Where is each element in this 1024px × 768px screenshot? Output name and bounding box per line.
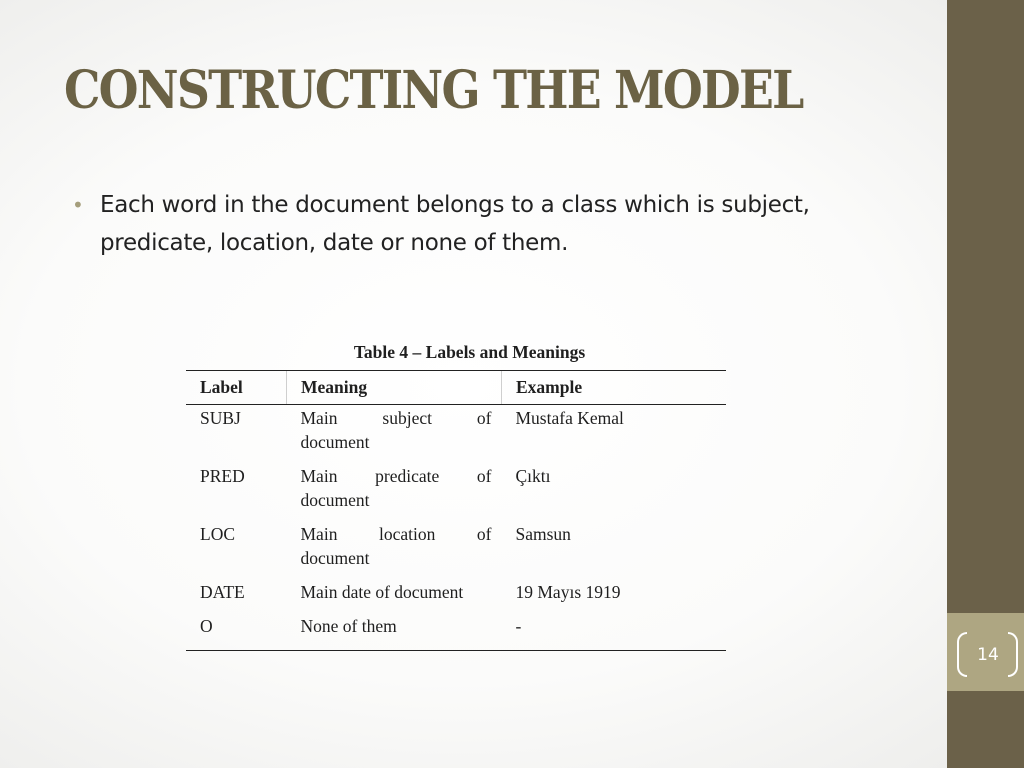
bullet-list — [72, 186, 902, 262]
table-figure — [186, 336, 726, 651]
table-caption: Table 4 – Labels and Meanings — [353, 342, 586, 362]
header-label: Label — [186, 371, 287, 405]
cell-label: PRED — [200, 466, 245, 486]
cell-meaning — [287, 579, 502, 613]
header-meaning: Meaning — [287, 371, 502, 405]
cell-meaning — [287, 405, 502, 464]
cell-label: LOC — [200, 524, 235, 544]
table-row — [186, 579, 726, 613]
table-header-row — [186, 371, 726, 405]
cell-example: Samsun — [515, 524, 571, 544]
slide-title: CONSTRUCTING THE MODEL — [64, 60, 803, 121]
cell-example: Mustafa Kemal — [515, 408, 624, 428]
table-row — [186, 463, 726, 521]
header-example: Example — [502, 371, 727, 405]
cell-meaning-line2: document — [300, 548, 370, 568]
cell-meaning-line1: Main subject of — [300, 408, 492, 428]
cell-example: - — [502, 613, 727, 651]
cell-meaning-line2: document — [300, 490, 370, 510]
cell-example: Çıktı — [515, 466, 551, 486]
cell-label: DATE — [200, 582, 245, 602]
cell-meaning-line2: document — [300, 432, 370, 452]
cell-meaning — [287, 463, 502, 521]
cell-meaning-line1: None of them — [300, 616, 397, 636]
table-row — [186, 405, 726, 464]
table-row — [186, 521, 726, 579]
bullet-item — [72, 186, 902, 262]
cell-meaning-line1: Main location of — [300, 524, 492, 544]
page-number: 14 — [977, 644, 999, 665]
cell-label: O — [186, 613, 287, 651]
cell-meaning — [287, 521, 502, 579]
bullet-text: Each word in the document belongs to a class which is subject, predicate, location, date or none of them. — [100, 192, 810, 256]
cell-label: SUBJ — [200, 408, 241, 428]
cell-meaning-line1: Main predicate of — [300, 466, 492, 486]
cell-meaning-line1: Main date of document — [300, 582, 464, 602]
bullet-dot-icon: • — [72, 193, 84, 217]
cell-example: 19 Mayıs 1919 — [515, 582, 621, 602]
cell-meaning — [287, 613, 502, 651]
table-row — [186, 613, 726, 651]
labels-table — [186, 370, 726, 651]
